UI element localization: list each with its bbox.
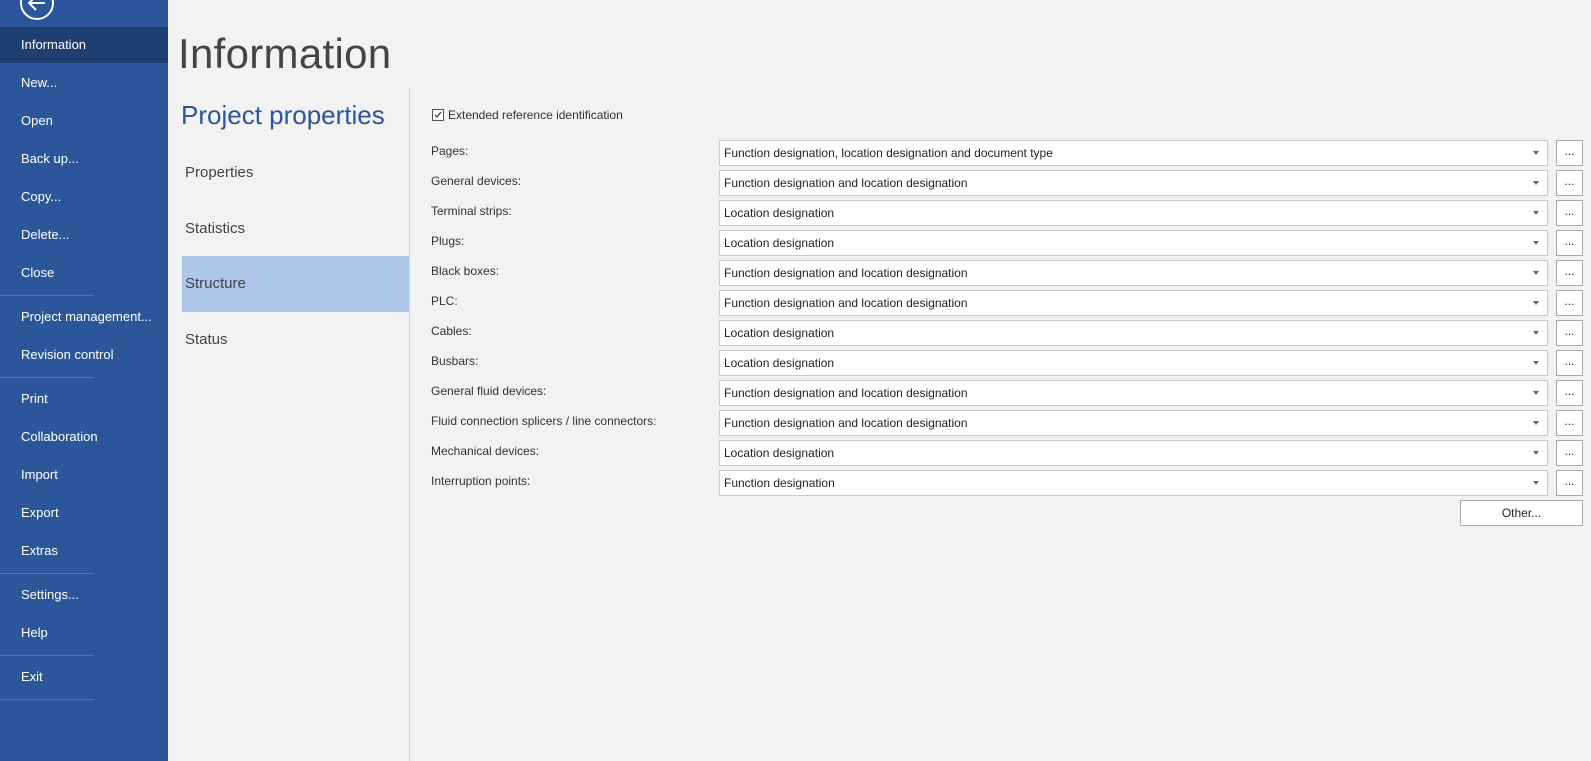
nav-item-project-management[interactable]: Project management... — [21, 309, 152, 324]
nav-item-extras[interactable]: Extras — [21, 543, 58, 558]
dropdown-value: Location designation — [724, 326, 835, 340]
nav-item-close[interactable]: Close — [21, 265, 55, 280]
fluid-connection-structure-dropdown[interactable] — [719, 410, 1548, 436]
extended-reference-checkbox[interactable] — [432, 109, 444, 121]
dropdown-value: Function designation and location designation — [724, 386, 968, 400]
cables-structure-dropdown[interactable] — [719, 320, 1548, 346]
structure-row-plugs — [431, 230, 1583, 256]
nav-separator — [0, 377, 94, 378]
dropdown-value: Location designation — [724, 236, 835, 250]
chevron-down-icon — [1533, 451, 1539, 455]
nav-item-back-up[interactable]: Back up... — [21, 151, 79, 166]
nav-item-help[interactable]: Help — [21, 625, 48, 640]
dropdown-value: Function designation, location designation and document type — [724, 146, 1053, 160]
structure-row-pages — [431, 140, 1583, 166]
nav-item-revision-control[interactable]: Revision control — [21, 347, 114, 362]
backstage-nav — [0, 0, 168, 761]
plugs-more-button[interactable]: ... — [1556, 230, 1583, 256]
subnav-item-status[interactable]: Status — [185, 331, 228, 348]
structure-row-busbars — [431, 350, 1583, 376]
general-fluid-devices-more-button[interactable]: ... — [1556, 380, 1583, 406]
row-label: PLC: — [431, 294, 458, 308]
row-label: Black boxes: — [431, 264, 500, 278]
row-label: Plugs: — [431, 234, 465, 248]
structure-row-fluid-connection-splicers — [431, 410, 1583, 436]
general-fluid-devices-structure-dropdown[interactable] — [719, 380, 1548, 406]
section-title: Project properties — [181, 100, 385, 130]
chevron-down-icon — [1533, 301, 1539, 305]
nav-item-copy[interactable]: Copy... — [21, 189, 62, 204]
busbars-more-button[interactable]: ... — [1556, 350, 1583, 376]
chevron-down-icon — [1533, 361, 1539, 365]
nav-item-exit[interactable]: Exit — [21, 669, 43, 684]
nav-item-import[interactable]: Import — [21, 467, 58, 482]
extended-reference-row — [432, 108, 623, 122]
dropdown-value: Location designation — [724, 356, 835, 370]
subnav-item-statistics[interactable]: Statistics — [185, 220, 246, 237]
mechanical-devices-structure-dropdown[interactable] — [719, 440, 1548, 466]
subnav-item-properties[interactable]: Properties — [185, 164, 254, 181]
dropdown-value: Function designation and location designation — [724, 296, 968, 310]
chevron-down-icon — [1533, 271, 1539, 275]
general-devices-more-button[interactable]: ... — [1556, 170, 1583, 196]
terminal-strips-more-button[interactable]: ... — [1556, 200, 1583, 226]
row-label: Interruption points: — [431, 474, 531, 488]
row-label: General devices: — [431, 174, 522, 188]
cables-more-button[interactable]: ... — [1556, 320, 1583, 346]
nav-separator — [0, 295, 94, 296]
busbars-structure-dropdown[interactable] — [719, 350, 1548, 376]
nav-separator — [0, 573, 94, 574]
structure-row-black-boxes — [431, 260, 1583, 286]
nav-item-open[interactable]: Open — [21, 113, 53, 128]
row-label: Pages: — [431, 144, 469, 158]
interruption-points-structure-dropdown[interactable] — [719, 470, 1548, 496]
subnav-item-structure[interactable]: Structure — [182, 256, 409, 312]
dropdown-value: Location designation — [724, 446, 835, 460]
general-devices-structure-dropdown[interactable] — [719, 170, 1548, 196]
pages-structure-dropdown[interactable] — [719, 140, 1548, 166]
dropdown-value: Function designation and location designation — [724, 266, 968, 280]
row-label: Busbars: — [431, 354, 479, 368]
row-label: Fluid connection splicers / line connectors: — [431, 414, 657, 428]
plugs-structure-dropdown[interactable] — [719, 230, 1548, 256]
chevron-down-icon — [1533, 181, 1539, 185]
row-label: Cables: — [431, 324, 472, 338]
nav-item-settings[interactable]: Settings... — [21, 587, 79, 602]
black-boxes-more-button[interactable]: ... — [1556, 260, 1583, 286]
chevron-down-icon — [1533, 481, 1539, 485]
chevron-down-icon — [1533, 331, 1539, 335]
plc-structure-dropdown[interactable] — [719, 290, 1548, 316]
extended-reference-label: Extended reference identification — [448, 108, 623, 122]
structure-row-plc — [431, 290, 1583, 316]
structure-row-interruption-points — [431, 470, 1583, 496]
chevron-down-icon — [1533, 391, 1539, 395]
terminal-strips-structure-dropdown[interactable] — [719, 200, 1548, 226]
row-label: Terminal strips: — [431, 204, 512, 218]
dropdown-value: Function designation and location designation — [724, 416, 968, 430]
nav-separator — [0, 655, 94, 656]
other-button[interactable]: Other... — [1460, 500, 1583, 526]
structure-row-general-fluid-devices — [431, 380, 1583, 406]
nav-item-collaboration[interactable]: Collaboration — [21, 429, 98, 444]
page-title: Information — [178, 30, 392, 77]
row-label: General fluid devices: — [431, 384, 547, 398]
nav-separator — [0, 699, 94, 700]
vertical-divider — [409, 88, 410, 761]
structure-row-cables — [431, 320, 1583, 346]
chevron-down-icon — [1533, 421, 1539, 425]
nav-item-delete[interactable]: Delete... — [21, 227, 70, 242]
interruption-points-more-button[interactable]: ... — [1556, 470, 1583, 496]
nav-item-print[interactable]: Print — [21, 391, 48, 406]
structure-row-terminal-strips — [431, 200, 1583, 226]
nav-item-new[interactable]: New... — [21, 75, 58, 90]
fluid-connection-more-button[interactable]: ... — [1556, 410, 1583, 436]
row-label: Mechanical devices: — [431, 444, 540, 458]
plc-more-button[interactable]: ... — [1556, 290, 1583, 316]
structure-row-mechanical-devices — [431, 440, 1583, 466]
chevron-down-icon — [1533, 211, 1539, 215]
nav-item-export[interactable]: Export — [21, 505, 59, 520]
dropdown-value: Location designation — [724, 206, 835, 220]
back-arrow-icon[interactable] — [20, 0, 54, 20]
structure-row-general-devices — [431, 170, 1583, 196]
chevron-down-icon — [1533, 241, 1539, 245]
dropdown-value: Function designation — [724, 476, 835, 490]
dropdown-value: Function designation and location designation — [724, 176, 968, 190]
chevron-down-icon — [1533, 151, 1539, 155]
pages-more-button[interactable]: ... — [1556, 140, 1583, 166]
mechanical-devices-more-button[interactable]: ... — [1556, 440, 1583, 466]
nav-item-information[interactable]: Information — [0, 27, 168, 63]
black-boxes-structure-dropdown[interactable] — [719, 260, 1548, 286]
